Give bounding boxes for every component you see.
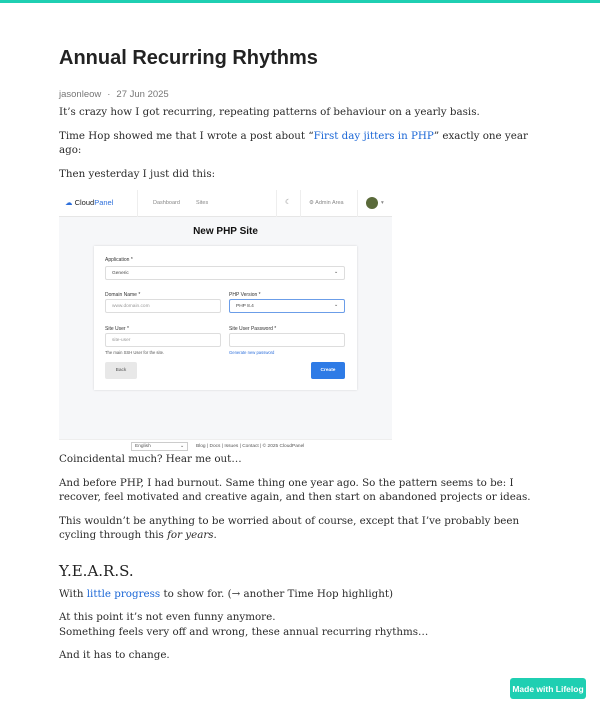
php-version-select: PHP 8.4 ⌄: [229, 299, 345, 313]
paragraph: And before PHP, I had burnout. Same thing one year ago. So the pattern seems to be: I recover, feel motivated and creative again, and then start on abandoned projects or ideas.: [59, 476, 531, 503]
nav-sites: Sites: [196, 200, 209, 206]
top-accent-bar: [0, 0, 600, 3]
paragraph: At this point it’s not even funny anymore. Something feels very off and wrong, these annual recurring rhythms…: [59, 611, 429, 638]
new-site-form: [94, 246, 357, 390]
label: Domain Name *: [105, 292, 141, 298]
cloudpanel-screenshot: [59, 190, 392, 449]
site-user-input: site-user: [105, 333, 221, 347]
back-button: Back: [105, 362, 137, 379]
label: PHP Version *: [229, 292, 261, 298]
article: [59, 44, 539, 663]
paragraph: With little progress to show for. (→ another Time Hop highlight): [59, 587, 393, 600]
admin-area: ⚙ Admin Area: [309, 200, 344, 206]
label: Application *: [105, 257, 133, 263]
create-button: Create: [311, 362, 345, 379]
author-link[interactable]: jasonleow: [59, 89, 102, 100]
section-heading: Y.E.A.R.S.: [59, 561, 134, 580]
paragraph: It’s crazy how I got recurring, repeating patterns of behaviour on a yearly basis.: [59, 106, 480, 118]
hint: The main SSH User for the site.: [105, 350, 165, 355]
paragraph: Coincidental much? Hear me out…: [59, 453, 242, 465]
application-select: Generic ⌄: [105, 266, 345, 280]
label: Site User *: [105, 326, 129, 332]
paragraph: Time Hop showed me that I wrote a post about “First day jitters in PHP” exactly one year ago:: [59, 129, 528, 156]
made-with-lifelog-button[interactable]: Made with Lifelog: [510, 678, 586, 699]
first-day-jitters-link[interactable]: First day jitters in PHP: [313, 129, 434, 142]
moon-icon: ☾: [285, 199, 292, 206]
post-meta: jasonleow · 27 Jun 2025: [59, 89, 169, 100]
form-title: New PHP Site: [193, 226, 258, 237]
post-date: 27 Jun 2025: [116, 89, 169, 100]
language-select: English ⌄: [131, 442, 188, 451]
screenshot-footer: English ⌄ Blog | Docs | Issues | Contact | © 2025 CloudPanel: [131, 442, 304, 451]
little-progress-link[interactable]: little progress: [86, 587, 161, 600]
post-title: Annual Recurring Rhythms: [59, 47, 318, 69]
cloudpanel-logo: ☁ CloudPanel: [65, 198, 114, 207]
nav-dashboard: Dashboard: [153, 200, 180, 206]
password-input: [229, 333, 345, 347]
screenshot-nav: [59, 190, 392, 217]
chevron-down-icon: ▾: [381, 200, 384, 206]
paragraph: Then yesterday I just did this:: [59, 167, 216, 180]
generate-password-link: Generate new password: [229, 350, 275, 355]
label: Site User Password *: [229, 326, 277, 332]
avatar: [366, 197, 378, 209]
paragraph: This wouldn’t be anything to be worried about of course, except that I’ve probably been cycling through this for years.: [59, 514, 520, 541]
paragraph: And it has to change.: [59, 649, 170, 661]
domain-input: www.domain.com: [105, 299, 221, 313]
